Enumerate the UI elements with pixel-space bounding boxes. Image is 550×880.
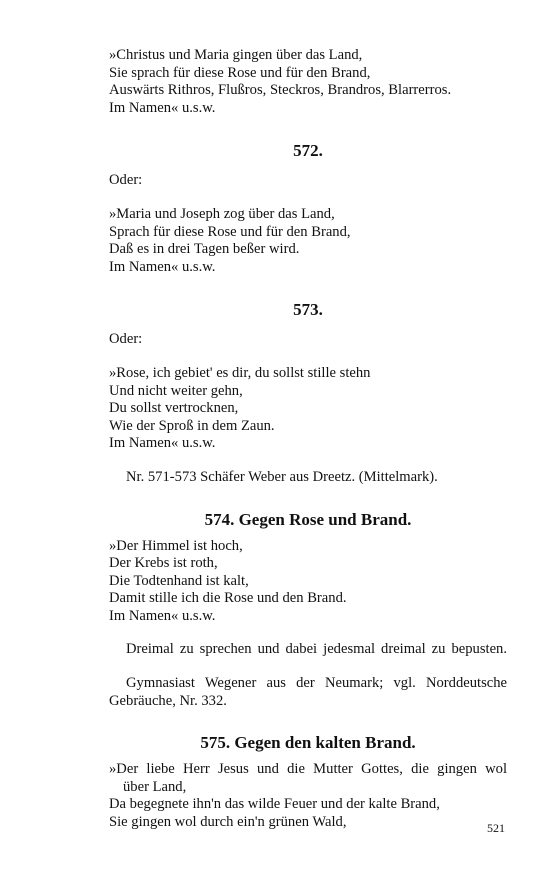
page-number: 521	[487, 821, 505, 835]
instruction-574: Dreimal zu sprechen und dabei jedesmal dreimal zu bepusten.	[126, 641, 507, 658]
verse-line: Da begegnete ihn'n das wilde Feuer und der kalte Brand,	[109, 796, 440, 813]
verse-572	[109, 206, 507, 276]
source-note-571-573: Nr. 571-573 Schäfer Weber aus Dreetz. (Mittelmark).	[126, 468, 438, 485]
verse-line: Im Namen« u.s.w.	[109, 99, 216, 116]
verse-574	[109, 538, 507, 626]
verse-line: Wie der Sproß in dem Zaun.	[109, 417, 275, 434]
source-note-line: Gebräuche, Nr. 332.	[109, 692, 227, 709]
verse-573	[109, 365, 507, 453]
verse-line: Sie gingen wol durch ein'n grünen Wald,	[109, 814, 347, 831]
verse-575	[109, 761, 507, 831]
entry-heading-575: 575. Gegen den kalten Brand.	[200, 733, 416, 753]
verse-line: »Der liebe Herr Jesus und die Mutter Gottes, die gingen wol	[109, 761, 507, 778]
verse-line: Im Namen« u.s.w.	[109, 435, 216, 452]
verse-line: Im Namen« u.s.w.	[109, 607, 216, 624]
verse-line: Die Todtenhand ist kalt,	[109, 572, 249, 589]
verse-line: Daß es in drei Tagen beßer wird.	[109, 241, 300, 258]
verse-line: »Christus und Maria gingen über das Land,	[109, 47, 363, 63]
verse-line: »Der Himmel ist hoch,	[109, 537, 243, 554]
entry-572-intro: Oder:	[109, 172, 143, 189]
verse-line-continuation: über Land,	[123, 778, 187, 795]
entry-573-intro: Oder:	[109, 331, 143, 348]
verse-line: »Rose, ich gebiet' es dir, du sollst stille stehn	[109, 364, 371, 381]
entry-heading-574: 574. Gegen Rose und Brand.	[204, 509, 412, 529]
source-note-574	[109, 675, 507, 710]
source-note-line: Gymnasiast Wegener aus der Neumark; vgl. Norddeutsche	[126, 675, 507, 692]
entry-heading-573: 573.	[293, 300, 323, 320]
page-body	[109, 47, 507, 832]
verse-line: Sie sprach für diese Rose und für den Brand,	[109, 64, 371, 81]
verse-line: Und nicht weiter gehn,	[109, 382, 243, 399]
verse-line: Auswärts Rithros, Flußros, Steckros, Brandros, Blarrerros.	[109, 82, 452, 99]
verse-line: Im Namen« u.s.w.	[109, 258, 216, 275]
verse-571-tail	[109, 47, 507, 117]
verse-line: »Maria und Joseph zog über das Land,	[109, 205, 335, 222]
entry-heading-572: 572.	[293, 141, 323, 161]
verse-line: Du sollst vertrocknen,	[109, 400, 239, 417]
verse-line: Sprach für diese Rose und für den Brand,	[109, 223, 351, 240]
verse-line: Damit stille ich die Rose und den Brand.	[109, 590, 347, 607]
verse-line: Der Krebs ist roth,	[109, 555, 218, 572]
